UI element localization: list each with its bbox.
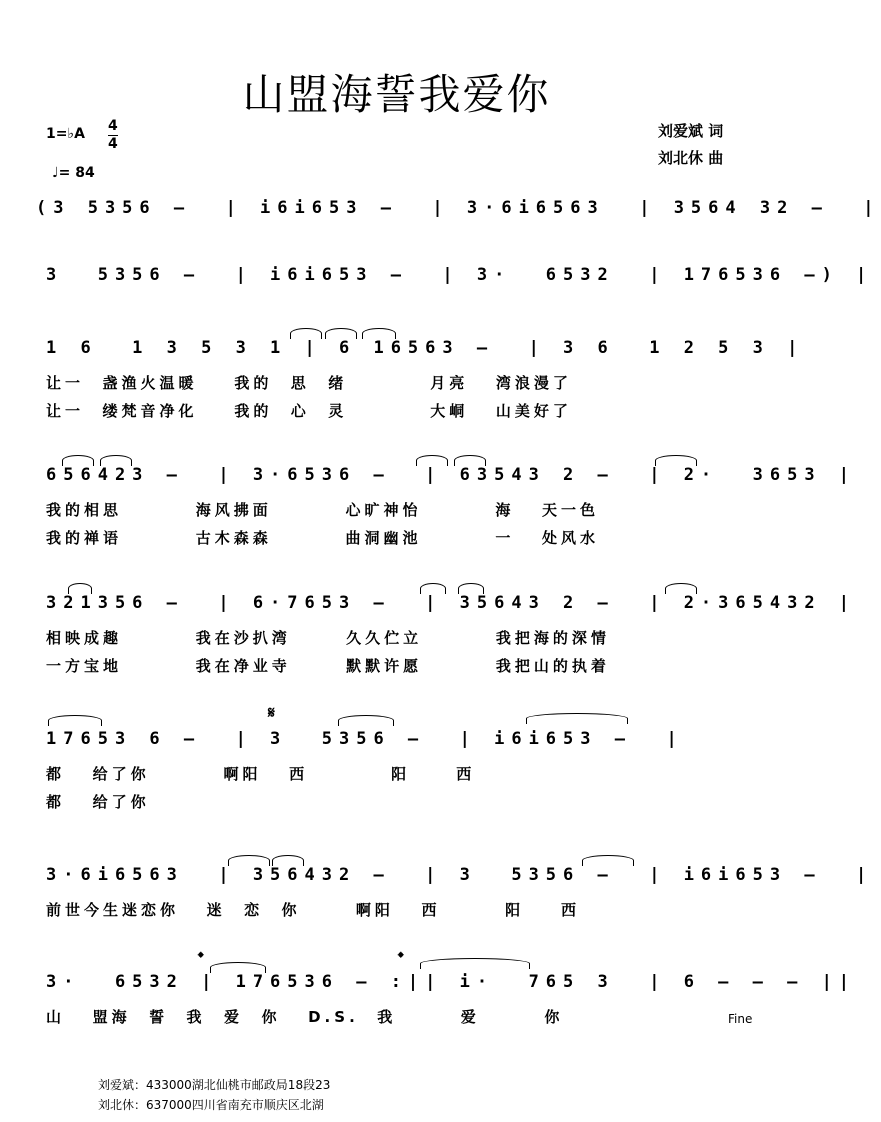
segno-sign: 𝄋 <box>268 703 275 722</box>
lyrics-verse-1: 让一 盏渔火温暖 我的 思 绪 月亮 湾浪漫了 <box>46 374 572 392</box>
slur <box>420 958 530 969</box>
notes-row: 1 6 1 3 5 3 1 | 6 16563 – | 3 6 1 2 5 3 | <box>46 338 805 358</box>
lyrics-verse-1: 我的相思 海风拂面 心旷神怡 海 天一色 <box>46 501 600 519</box>
notes-row: 3·6i6563 | 356432 – | 3 5356 – | i6i653 – | <box>46 865 874 885</box>
notes-row: 321356 – | 6·7653 – | 35643 2 – | 2·365432 | <box>46 593 857 613</box>
lyrics-verse-2: 我的禅语 古木森森 曲洞幽池 一 处风水 <box>46 529 600 547</box>
footer-address-composer: 刘北休：637000四川省南充市顺庆区北湖 <box>98 1098 324 1112</box>
lyrics-verse-2: 都 给了你 <box>46 793 150 811</box>
page-title: 山盟海誓我爱你 <box>242 70 551 119</box>
slur <box>338 715 394 726</box>
lyrics-verse-1: 相映成趣 我在沙扒湾 久久伫立 我把海的深情 <box>46 629 610 647</box>
slur <box>526 713 628 724</box>
time-signature-bottom: 4 <box>108 136 118 152</box>
lyrics-verse-1: 前世今生迷恋你 迷 恋 你 啊阳 西 阳 西 <box>46 901 581 919</box>
key-signature: 1=♭A <box>46 126 85 142</box>
tempo-marking: ♩= 84 <box>52 165 95 181</box>
lyrics-verse-2: 一方宝地 我在净业寺 默默许愿 我把山的执着 <box>46 657 610 675</box>
time-signature-top: 4 <box>108 118 118 134</box>
lyricist-credit: 刘爱斌 词 <box>658 122 724 140</box>
notes-row: (3 5356 – | i6i653 – | 3·6i6563 | 3564 32 – | <box>36 198 881 218</box>
notes-row: 17653 6 – | 3 5356 – | i6i653 – | <box>46 729 684 749</box>
footer-address-lyricist: 刘爱斌：433000湖北仙桃市邮政局18段23 <box>98 1078 331 1092</box>
coda-sign: 𝄌 <box>398 948 404 967</box>
lyrics-verse-2: 让一 缕梵音净化 我的 心 灵 大峒 山美好了 <box>46 402 572 420</box>
lyrics-verse-1: 都 给了你 啊阳 西 阳 西 <box>46 765 476 783</box>
notes-row: 656423 – | 3·6536 – | 63543 2 – | 2· 3653 | <box>46 465 857 485</box>
lyrics-verse-1: 山 盟海 誓 我 爱 你 D.S. 我 爱 你 <box>46 1008 564 1026</box>
slur <box>48 715 102 726</box>
composer-credit: 刘北休 曲 <box>658 149 724 167</box>
notes-row: 3· 6532 | 176536 – :|| i· 765 3 | 6 – – – || <box>46 972 857 992</box>
notes-row: 3 5356 – | i6i653 – | 3· 6532 | 176536 –) | <box>46 265 874 285</box>
fine-marking: Fine <box>728 1012 753 1026</box>
coda-sign: 𝄌 <box>198 948 204 967</box>
